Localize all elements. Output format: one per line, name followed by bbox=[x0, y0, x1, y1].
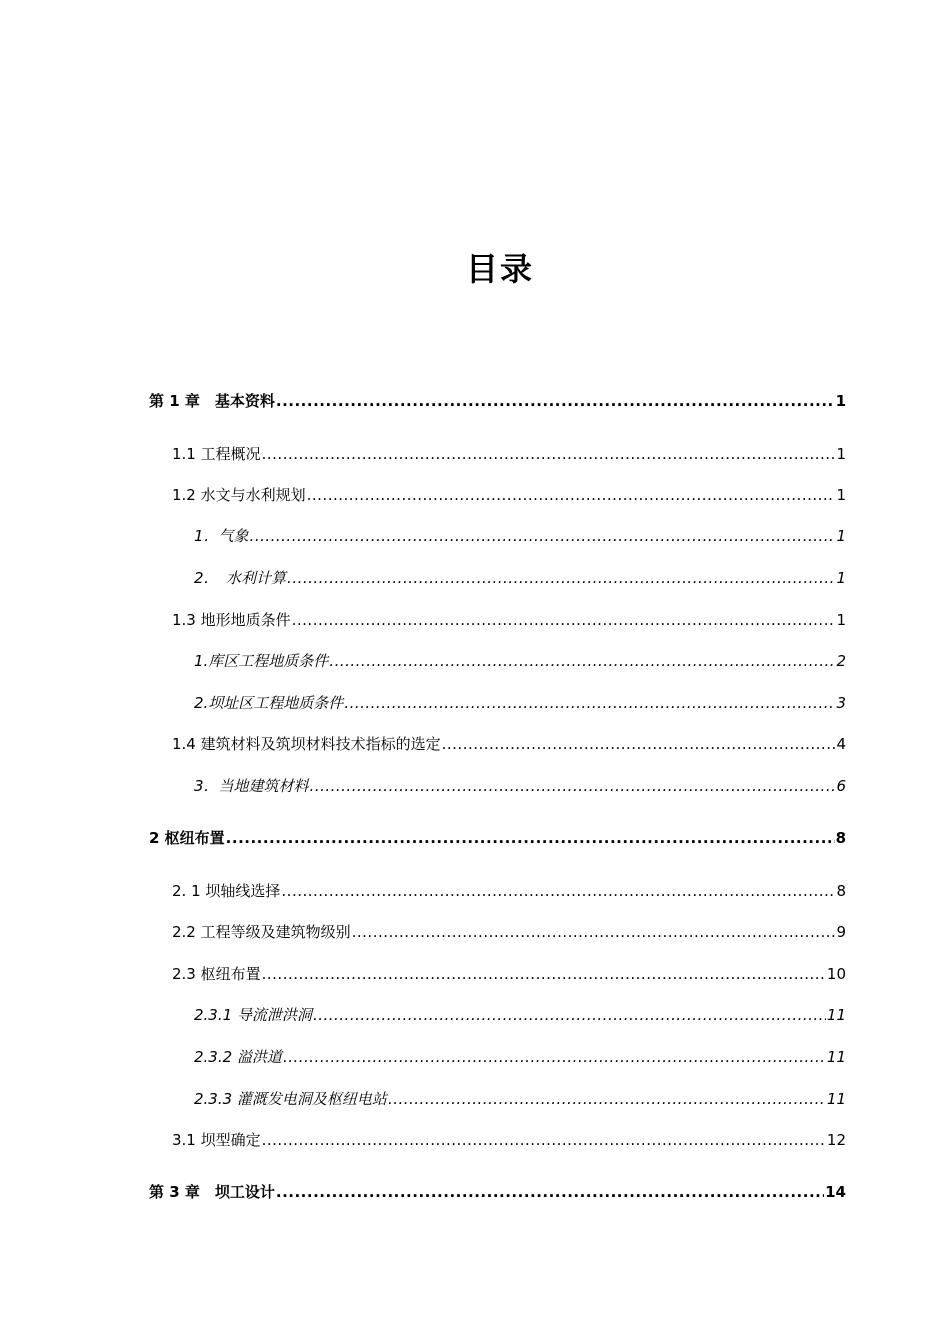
toc-entry-label: 3．当地建筑材料 bbox=[194, 777, 309, 795]
toc-page-number: 10 bbox=[826, 965, 846, 983]
toc-entry[interactable] bbox=[172, 733, 846, 755]
toc-entry[interactable] bbox=[149, 1181, 846, 1203]
toc-leader-dots bbox=[287, 567, 835, 589]
toc-entry[interactable] bbox=[172, 609, 846, 631]
toc-page-number: 8 bbox=[835, 829, 846, 847]
toc-page-number: 1 bbox=[835, 392, 846, 410]
toc-leader-dots bbox=[352, 921, 836, 943]
toc-page-number: 6 bbox=[836, 777, 846, 795]
toc-leader-dots bbox=[276, 390, 835, 412]
toc-entry[interactable] bbox=[194, 692, 846, 714]
toc-leader-dots bbox=[281, 880, 835, 902]
toc-page-number: 9 bbox=[836, 923, 846, 941]
toc-entry-label: 2.3.3 灌溉发电洞及枢纽电站 bbox=[194, 1090, 387, 1108]
toc-entry-label: 1.3 地形地质条件 bbox=[172, 611, 291, 629]
toc-entry[interactable] bbox=[194, 1004, 846, 1026]
toc-entry-label: 1.1 工程概况 bbox=[172, 445, 261, 463]
toc-page-number: 1 bbox=[836, 611, 846, 629]
toc-page-number: 8 bbox=[836, 882, 846, 900]
toc-page-number: 14 bbox=[825, 1183, 846, 1201]
toc-entry-label: 2． 水利计算 bbox=[194, 569, 287, 587]
toc-page-number: 1 bbox=[836, 445, 846, 463]
toc-entry-label: 1.2 水文与水利规划 bbox=[172, 486, 306, 504]
toc-entry[interactable] bbox=[194, 525, 846, 547]
toc-leader-dots bbox=[307, 484, 836, 506]
toc-leader-dots bbox=[329, 650, 835, 672]
toc-entry[interactable] bbox=[149, 827, 846, 849]
toc-entry[interactable] bbox=[172, 1129, 846, 1151]
toc-leader-dots bbox=[442, 733, 836, 755]
toc-entry[interactable] bbox=[172, 921, 846, 943]
toc-page-number: 1 bbox=[836, 486, 846, 504]
toc-entry[interactable] bbox=[194, 775, 846, 797]
toc-entry-label: 3.1 坝型确定 bbox=[172, 1131, 261, 1149]
toc-entry[interactable] bbox=[194, 1046, 846, 1068]
toc-leader-dots bbox=[262, 443, 836, 465]
toc-leader-dots bbox=[276, 1181, 824, 1203]
toc-page-number: 4 bbox=[836, 735, 846, 753]
toc-entry-label: 2.3 枢纽布置 bbox=[172, 965, 261, 983]
toc-page-number: 12 bbox=[826, 1131, 846, 1149]
toc-entry[interactable] bbox=[194, 1088, 846, 1110]
toc-entry-label: 2.3.2 溢洪道 bbox=[194, 1048, 282, 1066]
toc-entry-label: 2 枢纽布置 bbox=[149, 829, 225, 847]
toc-entry-label: 2. 1 坝轴线选择 bbox=[172, 882, 281, 900]
toc-leader-dots bbox=[388, 1088, 826, 1110]
toc-entry[interactable] bbox=[172, 880, 846, 902]
toc-entry-label: 1.库区工程地质条件 bbox=[194, 652, 329, 670]
toc-entry-label: 2.3.1 导流泄洪洞 bbox=[194, 1006, 312, 1024]
toc-entry-label: 2.2 工程等级及建筑物级别 bbox=[172, 923, 351, 941]
toc-entry[interactable] bbox=[194, 650, 846, 672]
toc-entry-label: 第 3 章 坝工设计 bbox=[149, 1183, 275, 1201]
toc-leader-dots bbox=[262, 963, 826, 985]
toc-entry[interactable] bbox=[172, 484, 846, 506]
toc-leader-dots bbox=[262, 1129, 826, 1151]
toc-leader-dots bbox=[292, 609, 836, 631]
toc-entry[interactable] bbox=[172, 963, 846, 985]
toc-leader-dots bbox=[226, 827, 835, 849]
toc-page-number: 11 bbox=[826, 1048, 846, 1066]
toc-leader-dots bbox=[310, 775, 836, 797]
toc-leader-dots bbox=[250, 525, 836, 547]
toc-entry-label: 1．气象 bbox=[194, 527, 249, 545]
toc-page-number: 1 bbox=[836, 569, 846, 587]
toc-leader-dots bbox=[313, 1004, 826, 1026]
toc-page-number: 2 bbox=[836, 652, 846, 670]
toc-page-number: 11 bbox=[826, 1006, 846, 1024]
toc-entry-label: 1.4 建筑材料及筑坝材料技术指标的选定 bbox=[172, 735, 441, 753]
toc-page-number: 11 bbox=[826, 1090, 846, 1108]
toc-entry[interactable] bbox=[194, 567, 846, 589]
toc-leader-dots bbox=[344, 692, 835, 714]
page-title: 目录 bbox=[465, 250, 534, 288]
toc-page-number: 1 bbox=[836, 527, 846, 545]
toc-page-number: 3 bbox=[836, 694, 846, 712]
toc-entry-label: 2.坝址区工程地质条件 bbox=[194, 694, 344, 712]
toc-entry[interactable] bbox=[172, 443, 846, 465]
toc-entry[interactable] bbox=[149, 390, 846, 412]
toc-leader-dots bbox=[283, 1046, 826, 1068]
toc-entry-label: 第 1 章 基本资料 bbox=[149, 392, 275, 410]
